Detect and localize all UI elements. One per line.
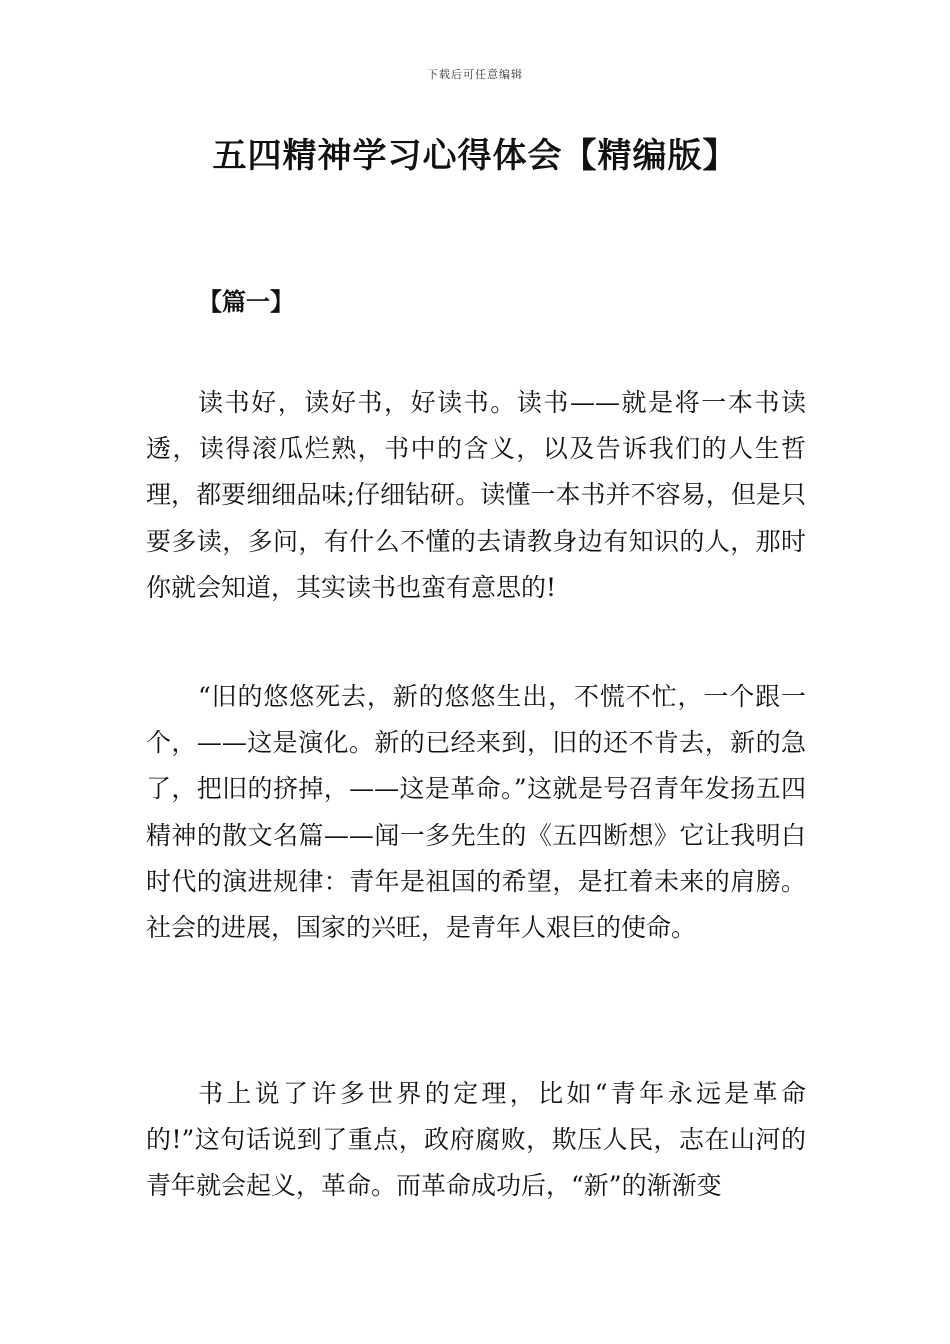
paragraph: 读书好，读好书，好读书。读书——就是将一本书读透，读得滚瓜烂熟，书中的含义，以及告诉我们的人生哲理，都要细细品味;仔细钻研。读懂一本书并不容易，但是只要多读，多问，有什么不懂的去请教身边有知识的人，那时你就会知道，其实读书也蛮有意思的! [146,388,806,602]
header-note: 下载后可任意编辑 [427,68,523,81]
paragraph-2-block [146,674,806,951]
paragraph: “旧的悠悠死去，新的悠悠生出，不慌不忙，一个跟一个，——这是演化。新的已经来到，旧的还不肯去，新的急了，把旧的挤掉，——这是革命。”这就是号召青年发扬五四精神的散文名篇——闻一多先生的《五四断想》它让我明白时代的演进规律：青年是祖国的希望，是扛着未来的肩膀。社会的进展，国家的兴旺，是青年人艰巨的使命。 [146,682,806,943]
section-label: 【篇一】 [198,287,294,316]
paragraph-3-block [146,1071,806,1210]
paragraph-1-block [146,380,806,611]
paragraph: 书上说了许多世界的定理，比如“青年永远是革命的!”这句话说到了重点，政府腐败，欺压人民，志在山河的青年就会起义，革命。而革命成功后，“新”的渐渐变 [146,1079,806,1201]
document-title: 五四精神学习心得体会【精编版】 [212,136,738,176]
